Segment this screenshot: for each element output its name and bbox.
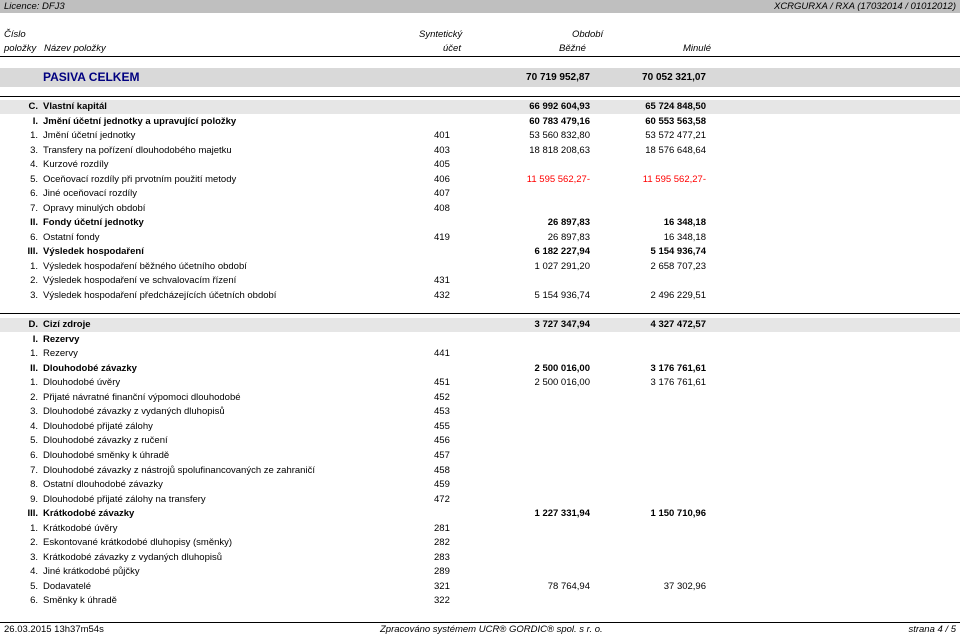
row-name: Výsledek hospodaření předcházejících účetních období	[43, 290, 277, 301]
row-current: 1 227 331,94	[534, 508, 590, 519]
row-current: 26 897,83	[547, 232, 590, 243]
table-row	[0, 216, 960, 230]
table-row	[0, 493, 960, 507]
row-number: 6.	[30, 232, 38, 243]
table-row	[0, 260, 960, 274]
table-row	[0, 231, 960, 245]
row-name: Dlouhodobé přijaté zálohy	[43, 421, 153, 432]
row-name: Fondy účetní jednotky	[43, 217, 144, 228]
row-name: Dlouhodobé úvěry	[43, 377, 121, 388]
row-number: 4.	[30, 159, 38, 170]
row-number: III.	[27, 508, 38, 519]
row-account: 322	[434, 595, 450, 606]
header-minule: Minulé	[683, 43, 711, 54]
row-previous: 11 595 562,27-	[642, 174, 706, 185]
table-row	[0, 420, 960, 434]
row-number: 6.	[30, 450, 38, 461]
row-name: Jmění účetní jednotky a upravující položky	[43, 116, 237, 127]
top-bar	[0, 0, 960, 13]
row-name: Dlouhodobé závazky z vydaných dluhopisů	[43, 406, 225, 417]
row-name: Směnky k úhradě	[43, 595, 117, 606]
row-current: 1 027 291,20	[534, 261, 590, 272]
row-number: 1.	[30, 523, 38, 534]
row-current: 78 764,94	[547, 581, 590, 592]
row-number: 5.	[30, 435, 38, 446]
row-account: 456	[434, 435, 450, 446]
row-current: 18 818 208,63	[529, 145, 590, 156]
row-name: Krátkodobé závazky	[43, 508, 135, 519]
row-name: Výsledek hospodaření ve schvalovacím řízení	[43, 275, 237, 286]
row-name: Krátkodobé úvěry	[43, 523, 118, 534]
total-row	[0, 68, 960, 87]
header-synteticky: Syntetický	[419, 29, 463, 40]
row-name: Kurzové rozdíly	[43, 159, 109, 170]
row-name: Eskontované krátkodobé dluhopisy (směnky)	[43, 537, 233, 548]
row-current: 11 595 562,27-	[526, 174, 590, 185]
total-name: PASIVA CELKEM	[43, 70, 140, 84]
row-account: 407	[434, 188, 450, 199]
table-row	[0, 464, 960, 478]
row-number: 4.	[30, 566, 38, 577]
row-previous: 2 658 707,23	[650, 261, 706, 272]
row-name: Přijaté návratné finanční výpomoci dlouhodobé	[43, 392, 241, 403]
total-current: 70 719 952,87	[526, 72, 590, 83]
row-name: Dlouhodobé přijaté zálohy na transfery	[43, 494, 206, 505]
row-number: III.	[27, 246, 38, 257]
row-name: Cizí zdroje	[43, 319, 91, 330]
row-previous: 5 154 936,74	[650, 246, 706, 257]
row-current: 6 182 227,94	[534, 246, 590, 257]
row-number: C.	[28, 101, 38, 112]
row-name: Transfery na pořízení dlouhodobého majetku	[43, 145, 232, 156]
header-divider	[0, 56, 960, 57]
row-previous: 2 496 229,51	[650, 290, 706, 301]
table-row	[0, 173, 960, 187]
row-account: 431	[434, 275, 450, 286]
table-row	[0, 245, 960, 259]
row-previous: 37 302,96	[663, 581, 706, 592]
row-previous: 1 150 710,96	[650, 508, 706, 519]
row-previous: 18 576 648,64	[645, 145, 706, 156]
row-number: 7.	[30, 203, 38, 214]
row-name: Ostatní dlouhodobé závazky	[43, 479, 163, 490]
row-name: Výsledek hospodaření	[43, 246, 144, 257]
row-account: 408	[434, 203, 450, 214]
table-row	[0, 594, 960, 608]
row-account: 452	[434, 392, 450, 403]
row-account: 419	[434, 232, 450, 243]
footer-page: strana 4 / 5	[908, 624, 956, 635]
table-row	[0, 289, 960, 303]
table-row	[0, 536, 960, 550]
row-number: II.	[30, 363, 38, 374]
table-row	[0, 144, 960, 158]
row-account: 457	[434, 450, 450, 461]
table-row	[0, 551, 960, 565]
row-current: 66 992 604,93	[529, 101, 590, 112]
row-account: 406	[434, 174, 450, 185]
row-number: I.	[32, 334, 38, 345]
table-row	[0, 376, 960, 390]
table-row	[0, 478, 960, 492]
row-number: 1.	[30, 130, 38, 141]
row-account: 401	[434, 130, 450, 141]
row-account: 289	[434, 566, 450, 577]
row-number: 3.	[30, 145, 38, 156]
row-name: Dodavatelé	[43, 581, 92, 592]
row-account: 455	[434, 421, 450, 432]
header-obdobi: Období	[572, 29, 604, 40]
table-row	[0, 580, 960, 594]
row-previous: 60 553 563,58	[645, 116, 706, 127]
row-current: 3 727 347,94	[534, 319, 590, 330]
row-number: 5.	[30, 581, 38, 592]
row-number: 3.	[30, 552, 38, 563]
header-nazev: Název položky	[44, 43, 106, 54]
footer	[0, 623, 960, 637]
row-number: 1.	[30, 261, 38, 272]
report-code: XCRGURXA / RXA (17032014 / 01012012)	[773, 1, 956, 12]
row-name: Dlouhodobé závazky	[43, 363, 137, 374]
row-account: 441	[434, 348, 450, 359]
row-current: 53 560 832,80	[529, 130, 590, 141]
row-account: 321	[434, 581, 450, 592]
section-divider	[0, 313, 960, 314]
row-current: 60 783 479,16	[529, 116, 590, 127]
row-current: 5 154 936,74	[534, 290, 590, 301]
row-name: Opravy minulých období	[43, 203, 146, 214]
table-row	[0, 347, 960, 361]
row-name: Rezervy	[43, 348, 78, 359]
row-name: Jiné krátkodobé půjčky	[43, 566, 140, 577]
row-account: 282	[434, 537, 450, 548]
table-row	[0, 187, 960, 201]
row-account: 283	[434, 552, 450, 563]
row-number: 2.	[30, 392, 38, 403]
header-ucet: účet	[443, 43, 461, 54]
row-number: 2.	[30, 275, 38, 286]
header-polozky: položky	[4, 43, 37, 54]
row-name: Oceňovací rozdíly při prvotním použití metody	[43, 174, 237, 185]
row-current: 26 897,83	[547, 217, 590, 228]
row-previous: 16 348,18	[663, 232, 706, 243]
row-name: Rezervy	[43, 334, 80, 345]
row-account: 432	[434, 290, 450, 301]
row-name: Dlouhodobé závazky z ručení	[43, 435, 168, 446]
row-name: Dlouhodobé směnky k úhradě	[43, 450, 170, 461]
row-number: 1.	[30, 377, 38, 388]
table-row	[0, 274, 960, 288]
table-row	[0, 391, 960, 405]
table-row	[0, 333, 960, 347]
table-row	[0, 115, 960, 129]
row-current: 2 500 016,00	[534, 377, 590, 388]
row-previous: 3 176 761,61	[650, 363, 706, 374]
table-row	[0, 129, 960, 143]
table-row	[0, 565, 960, 579]
row-number: I.	[32, 116, 38, 127]
footer-timestamp: 26.03.2015 13h37m54s	[4, 624, 104, 635]
row-number: 5.	[30, 174, 38, 185]
row-name: Výsledek hospodaření běžného účetního období	[43, 261, 247, 272]
row-number: 3.	[30, 406, 38, 417]
row-previous: 65 724 848,50	[645, 101, 706, 112]
row-account: 403	[434, 145, 450, 156]
row-number: 8.	[30, 479, 38, 490]
table-row	[0, 522, 960, 536]
row-account: 459	[434, 479, 450, 490]
licence-label: Licence: DFJ3	[4, 1, 65, 12]
table-row	[0, 100, 960, 114]
table-row	[0, 158, 960, 172]
footer-system: Zpracováno systémem UCR® GORDIC® spol. s r. o.	[380, 624, 603, 635]
row-number: 2.	[30, 537, 38, 548]
table-row	[0, 405, 960, 419]
row-number: 1.	[30, 348, 38, 359]
table-row	[0, 507, 960, 521]
row-number: 6.	[30, 188, 38, 199]
section-divider	[0, 96, 960, 97]
header-cislo: Číslo	[4, 29, 26, 40]
row-name: Vlastní kapitál	[43, 101, 107, 112]
row-number: 6.	[30, 595, 38, 606]
row-number: D.	[28, 319, 38, 330]
row-previous: 4 327 472,57	[650, 319, 706, 330]
row-previous: 16 348,18	[663, 217, 706, 228]
row-number: 7.	[30, 465, 38, 476]
table-row	[0, 362, 960, 376]
header-bezne: Běžné	[559, 43, 586, 54]
row-previous: 3 176 761,61	[650, 377, 706, 388]
row-account: 451	[434, 377, 450, 388]
row-account: 453	[434, 406, 450, 417]
row-name: Jmění účetní jednotky	[43, 130, 136, 141]
row-account: 472	[434, 494, 450, 505]
row-name: Krátkodobé závazky z vydaných dluhopisů	[43, 552, 223, 563]
total-previous: 70 052 321,07	[642, 72, 706, 83]
row-name: Dlouhodobé závazky z nástrojů spolufinancovaných ze zahraničí	[43, 465, 315, 476]
row-number: II.	[30, 217, 38, 228]
row-account: 405	[434, 159, 450, 170]
table-row	[0, 434, 960, 448]
table-row	[0, 202, 960, 216]
row-number: 3.	[30, 290, 38, 301]
row-number: 4.	[30, 421, 38, 432]
row-number: 9.	[30, 494, 38, 505]
table-row	[0, 318, 960, 332]
row-account: 281	[434, 523, 450, 534]
row-current: 2 500 016,00	[534, 363, 590, 374]
row-previous: 53 572 477,21	[645, 130, 706, 141]
row-name: Ostatní fondy	[43, 232, 100, 243]
row-name: Jiné oceňovací rozdíly	[43, 188, 137, 199]
row-account: 458	[434, 465, 450, 476]
table-row	[0, 449, 960, 463]
